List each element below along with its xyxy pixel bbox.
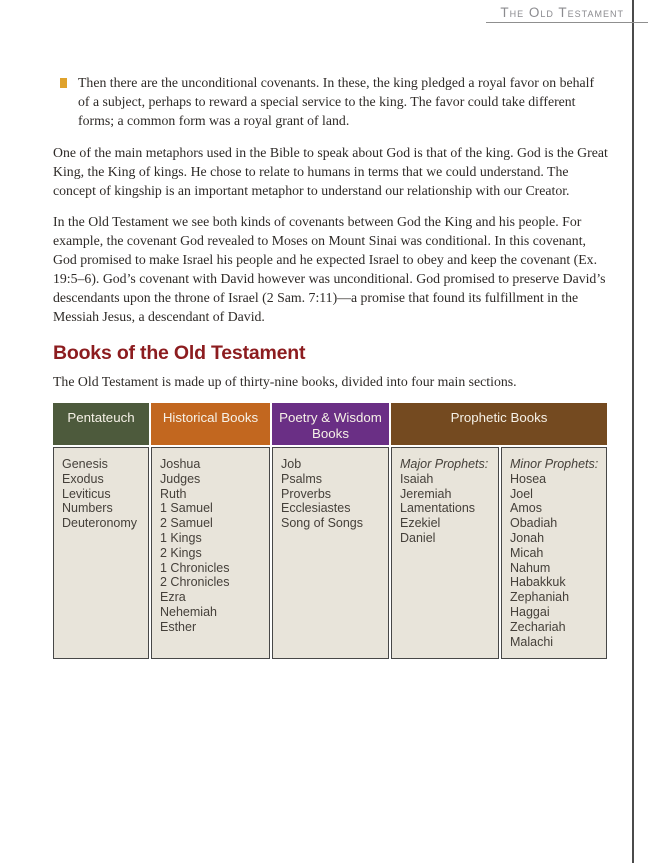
book-item: Daniel xyxy=(400,530,436,545)
table-body-cell-3 xyxy=(391,447,499,659)
book-item: Genesis xyxy=(62,457,108,471)
book-item: 1 Chronicles xyxy=(160,560,230,575)
book-item: 2 Kings xyxy=(160,545,202,560)
book-item: Ruth xyxy=(160,486,187,501)
book-item: 2 Samuel xyxy=(160,516,213,531)
table-body-cell-2 xyxy=(272,447,389,659)
book-item: Isaiah xyxy=(400,471,434,486)
paragraph-covenants: In the Old Testament we see both kinds of covenants between God the King and his people. For example, the covenant God revealed to Moses on Mount Sinai was conditional. In this covenant, God promised to make Israel his people and he expected Israel to obey and keep the covenant (Ex. 19:5–6). God’s covenant with David however was unconditional. God promised to preserve David’s descendants upon the throne of Israel (2 Sam. 7:11)—a promise that found its fulfillment in the Messiah Jesus, a descendant of David. xyxy=(53,214,606,324)
books-table xyxy=(53,403,607,659)
table-header-cell-2: Poetry & Wisdom Books xyxy=(272,403,389,445)
book-item: 1 Kings xyxy=(160,530,202,545)
table-header-row xyxy=(53,403,607,445)
book-item: Ezekiel xyxy=(400,516,441,531)
intro-paragraph: The Old Testament is made up of thirty-nine books, divided into four main sections. xyxy=(53,374,517,389)
book-item: Proverbs xyxy=(281,486,332,501)
book-item: Amos xyxy=(510,501,542,516)
book-item: Jeremiah xyxy=(400,486,452,501)
section-heading: Books of the Old Testament xyxy=(53,342,306,364)
table-header-cell-1: Historical Books xyxy=(151,403,270,445)
book-item: Micah xyxy=(510,545,544,560)
bullet-paragraph xyxy=(53,73,613,130)
book-item: Ezra xyxy=(160,590,186,605)
paragraph-kingship: One of the main metaphors used in the Bible to speak about God is that of the king. God is the Great King, the King of kings. He chose to relate to humans in terms that we could understand. The concept of kingship is an important metaphor to understand our relationship with our Creator. xyxy=(53,145,608,198)
book-item: Malachi xyxy=(510,634,554,649)
book-item: Hosea xyxy=(510,471,547,486)
book-item: Nehemiah xyxy=(160,604,217,619)
book-item: Numbers xyxy=(62,501,113,516)
table-header-cell-0: Pentateuch xyxy=(53,403,149,445)
running-head: The Old Testament xyxy=(500,5,624,20)
book-item: 1 Samuel xyxy=(160,501,213,516)
book-item: Obadiah xyxy=(510,516,558,531)
book-item: Jonah xyxy=(510,530,545,545)
table-body-cell-1 xyxy=(151,447,270,659)
table-body-cell-0 xyxy=(53,447,149,659)
book-item: Exodus xyxy=(62,471,104,486)
book-item: Zechariah xyxy=(510,619,566,634)
book-item: Leviticus xyxy=(62,486,111,501)
book-item: Song of Songs xyxy=(281,516,364,531)
book-item: Psalms xyxy=(281,471,322,486)
book-item: Job xyxy=(281,457,302,471)
sub-column-label: Major Prophets: xyxy=(400,457,489,471)
page-content xyxy=(53,73,613,659)
table-header-cell-3: Prophetic Books xyxy=(391,403,607,445)
book-item: Haggai xyxy=(510,604,550,619)
bullet-paragraph-text: Then there are the unconditional covenants. In these, the king pledged a royal favor on behalf of a subject, perhaps to reward a special service to the king. The favor could take different forms; a common form was a royal grant of land. xyxy=(78,75,595,128)
bullet-square-icon xyxy=(60,78,67,88)
book-item: Lamentations xyxy=(400,501,476,516)
book-item: Joel xyxy=(510,486,533,501)
table-body-cell-4 xyxy=(501,447,607,659)
book-item: Ecclesiastes xyxy=(281,501,351,516)
table-body-row xyxy=(53,447,607,659)
book-item: 2 Chronicles xyxy=(160,575,230,590)
book-item: Joshua xyxy=(160,457,201,471)
book-item: Esther xyxy=(160,619,197,634)
book-item: Deuteronomy xyxy=(62,516,138,531)
book-item: Judges xyxy=(160,471,201,486)
sub-column-label: Minor Prophets: xyxy=(510,457,599,471)
running-head-rule xyxy=(486,22,648,23)
book-item: Zephaniah xyxy=(510,590,570,605)
page-margin-rule xyxy=(632,0,634,863)
book-item: Nahum xyxy=(510,560,551,575)
book-item: Habakkuk xyxy=(510,575,566,590)
